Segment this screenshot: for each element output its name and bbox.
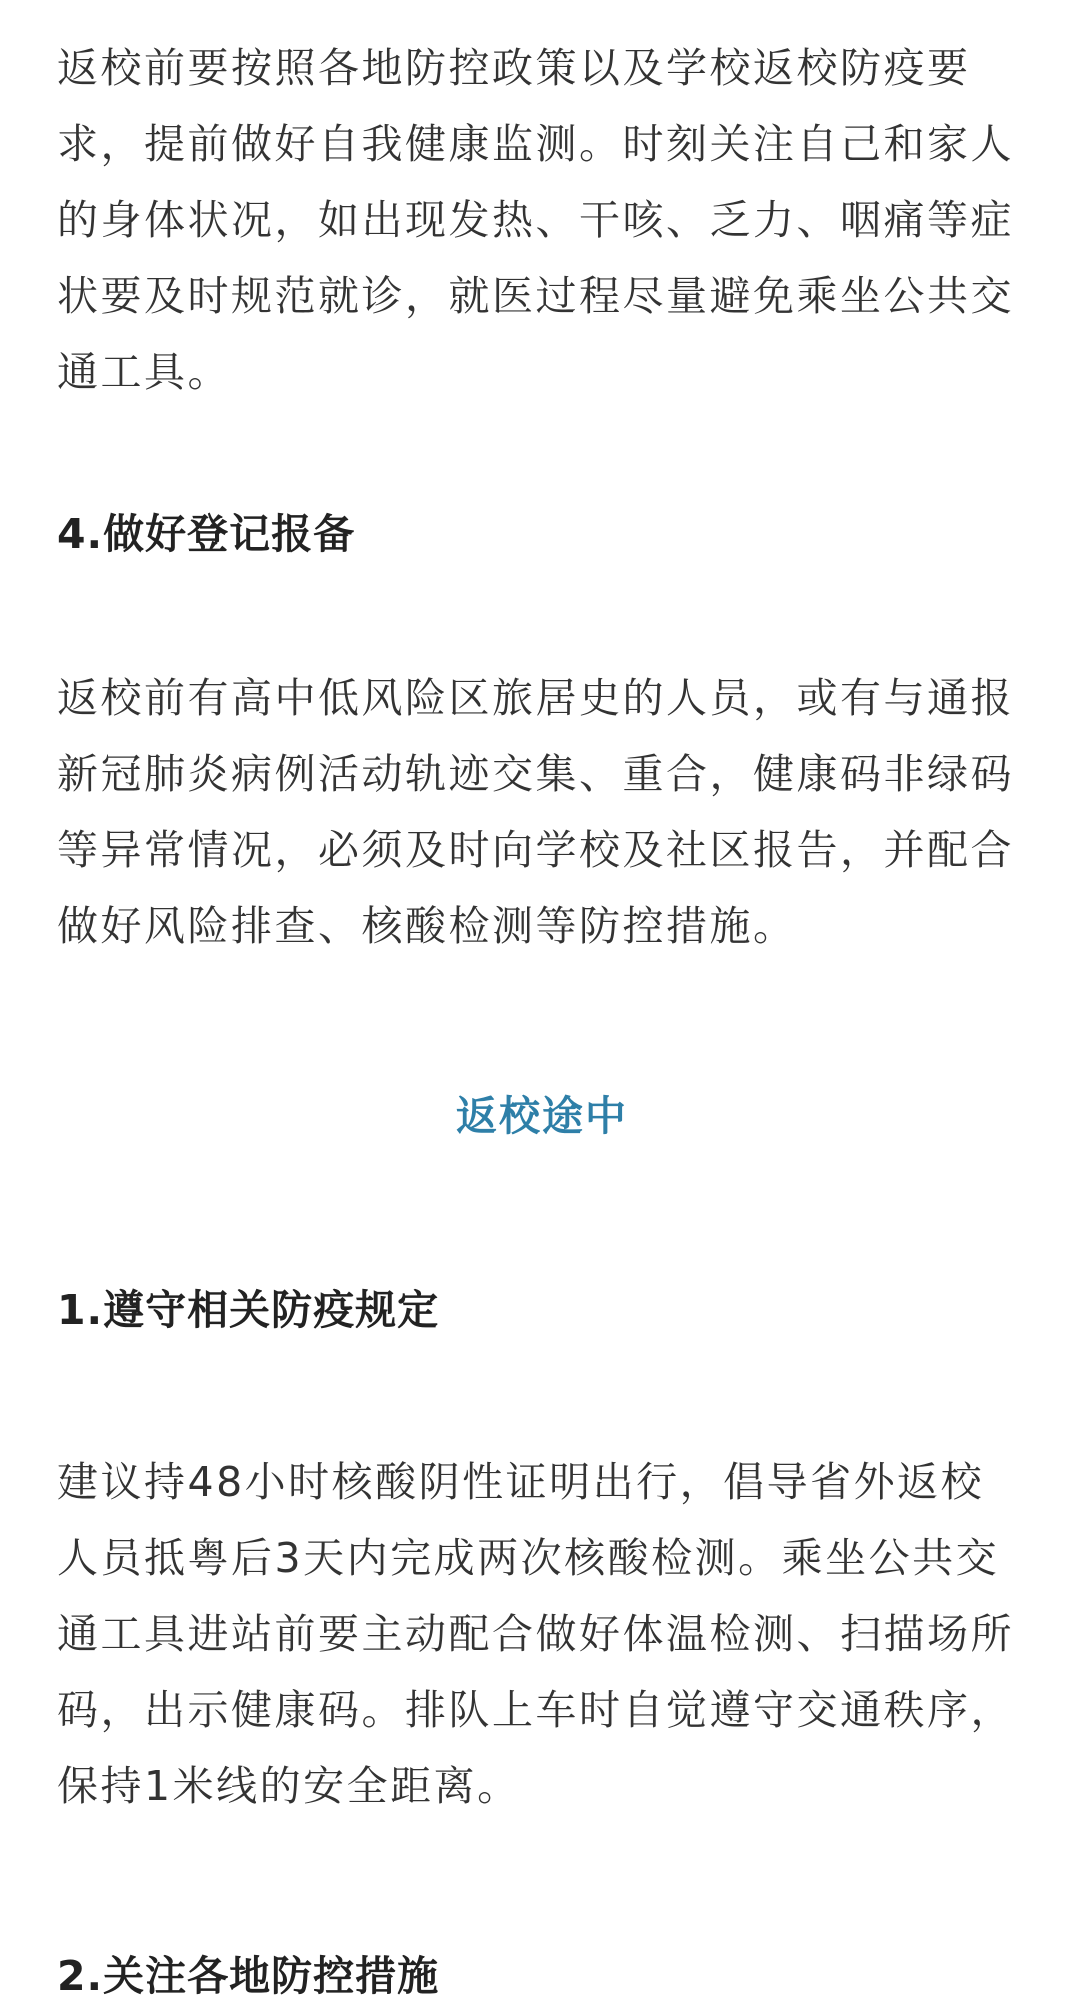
spacer xyxy=(57,410,1027,486)
paragraph-health-monitoring xyxy=(57,30,1027,410)
spacer xyxy=(57,964,1027,1040)
text-line: 码，出示健康码。排队上车时自觉遵守交通秩序， xyxy=(57,1686,1014,1734)
heading-registration-report: 4.做好登记报备 xyxy=(57,510,356,558)
section-title-en-route: 返校途中 xyxy=(456,1092,628,1140)
text-line: 新冠肺炎病例活动轨迹交集、重合，健康码非绿码 xyxy=(57,750,1014,798)
text-line: 通工具进站前要主动配合做好体温检测、扫描场所 xyxy=(57,1610,1014,1658)
spacer xyxy=(57,1154,1027,1230)
spacer xyxy=(57,1348,1027,1424)
spacer xyxy=(57,1900,1027,1938)
heading-follow-regulations: 1.遵守相关防疫规定 xyxy=(57,1286,440,1334)
paragraph-travel-testing xyxy=(57,1444,1027,1824)
text-line: 建议持48小时核酸阴性证明出行，倡导省外返校 xyxy=(57,1458,985,1506)
spacer xyxy=(57,572,1027,648)
paragraph-risk-report xyxy=(57,660,1027,964)
text-line: 返校前要按照各地防控政策以及学校返校防疫要 xyxy=(57,44,971,92)
text-line: 通工具。 xyxy=(57,348,231,396)
text-line: 求，提前做好自我健康监测。时刻关注自己和家人 xyxy=(57,120,1014,168)
text-line: 做好风险排查、核酸检测等防控措施。 xyxy=(57,902,797,950)
heading-local-measures: 2.关注各地防控措施 xyxy=(57,1952,440,2000)
spacer xyxy=(57,648,1027,660)
text-line: 人员抵粤后3天内完成两次核酸检测。乘坐公共交 xyxy=(57,1534,1000,1582)
spacer xyxy=(57,1824,1027,1900)
text-line: 状要及时规范就诊，就医过程尽量避免乘坐公共交 xyxy=(57,272,1014,320)
text-line: 保持1米线的安全距离。 xyxy=(57,1762,521,1810)
spacer xyxy=(57,1040,1027,1078)
spacer xyxy=(57,1424,1027,1444)
spacer xyxy=(57,1230,1027,1272)
text-line: 等异常情况，必须及时向学校及社区报告，并配合 xyxy=(57,826,1014,874)
article-body xyxy=(57,30,1027,2014)
text-line: 返校前有高中低风险区旅居史的人员，或有与通报 xyxy=(57,674,1014,722)
text-line: 的身体状况，如出现发热、干咳、乏力、咽痛等症 xyxy=(57,196,1014,244)
spacer xyxy=(57,486,1027,496)
